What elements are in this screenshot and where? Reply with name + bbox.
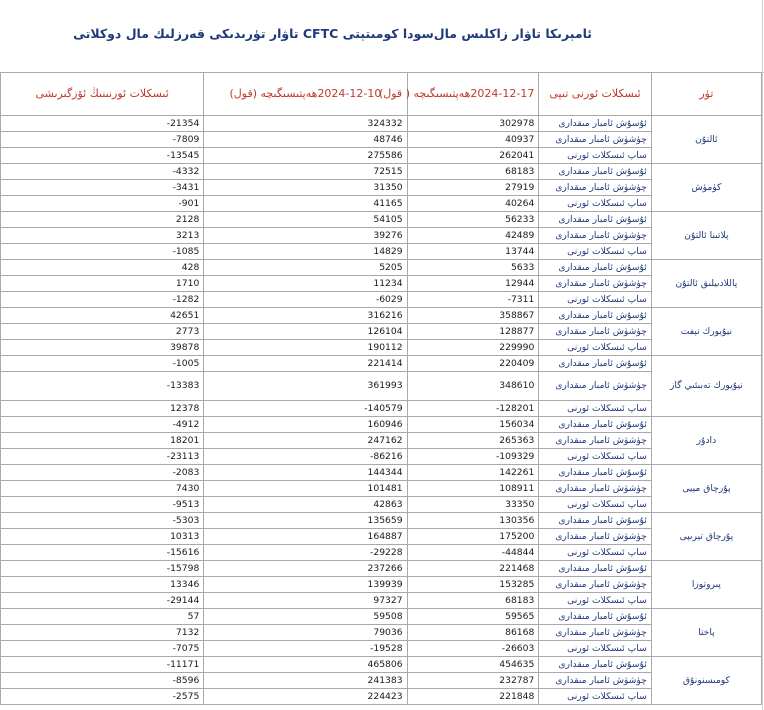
- cell-previous-week: 348610: [407, 372, 539, 401]
- table-row: [1, 356, 762, 372]
- cell-difference: -13383: [1, 372, 204, 401]
- cell-previous-week: 68183: [407, 164, 539, 180]
- cell-current-week: 361993: [204, 372, 407, 401]
- table-row: [1, 132, 762, 148]
- cell-difference: 12378: [1, 401, 204, 417]
- header-row: [1, 73, 762, 116]
- cell-difference: 18201: [1, 433, 204, 449]
- cell-difference: 7132: [1, 625, 204, 641]
- cell-commodity-name: پاختا: [651, 609, 761, 657]
- cell-previous-week: 108911: [407, 481, 539, 497]
- cell-previous-week: 232787: [407, 673, 539, 689]
- header-previous-week: 2024-12-17ھەپتىسىگىچە ( قول): [407, 73, 539, 116]
- cell-current-week: -86216: [204, 449, 407, 465]
- table-row: [1, 401, 762, 417]
- cell-previous-week: 221468: [407, 561, 539, 577]
- cell-previous-week: 454635: [407, 657, 539, 673]
- cell-position-type: ئۇسۇش ئامبار مىقدارى: [539, 657, 651, 673]
- cell-difference: -13545: [1, 148, 204, 164]
- cell-current-week: 324332: [204, 116, 407, 132]
- cell-difference: 39878: [1, 340, 204, 356]
- cell-difference: -7809: [1, 132, 204, 148]
- cell-current-week: 135659: [204, 513, 407, 529]
- cell-current-week: 275586: [204, 148, 407, 164]
- cell-difference: -15616: [1, 545, 204, 561]
- cell-current-week: 5205: [204, 260, 407, 276]
- cell-position-type: چۈشۈش ئامبار مىقدارى: [539, 673, 651, 689]
- table-row: [1, 465, 762, 481]
- table-row: [1, 340, 762, 356]
- cell-difference: 10313: [1, 529, 204, 545]
- cell-commodity-name: دادۇر: [651, 417, 761, 465]
- table-row: [1, 116, 762, 132]
- cell-current-week: 144344: [204, 465, 407, 481]
- cell-previous-week: 56233: [407, 212, 539, 228]
- cell-position-type: ساپ ئىسكلات ئورنى: [539, 244, 651, 260]
- table-row: [1, 324, 762, 340]
- cell-commodity-name: نيۇيورك نېفت: [651, 308, 761, 356]
- cell-previous-week: 175200: [407, 529, 539, 545]
- cell-position-type: ساپ ئىسكلات ئورنى: [539, 196, 651, 212]
- cell-difference: -1085: [1, 244, 204, 260]
- cell-current-week: 465806: [204, 657, 407, 673]
- table-row: [1, 228, 762, 244]
- cell-previous-week: 40937: [407, 132, 539, 148]
- cell-position-type: ئۇسۇش ئامبار مىقدارى: [539, 164, 651, 180]
- cell-position-type: ساپ ئىسكلات ئورنى: [539, 148, 651, 164]
- table-row: [1, 212, 762, 228]
- cell-current-week: 14829: [204, 244, 407, 260]
- table-row: [1, 497, 762, 513]
- cell-previous-week: 13744: [407, 244, 539, 260]
- cell-position-type: چۈشۈش ئامبار مىقدارى: [539, 228, 651, 244]
- cell-position-type: چۈشۈش ئامبار مىقدارى: [539, 276, 651, 292]
- cell-current-week: 42863: [204, 497, 407, 513]
- table-row: [1, 529, 762, 545]
- cell-current-week: 237266: [204, 561, 407, 577]
- table-row: [1, 609, 762, 625]
- table-row: [1, 577, 762, 593]
- cell-current-week: 48746: [204, 132, 407, 148]
- cell-difference: -8596: [1, 673, 204, 689]
- cell-current-week: 160946: [204, 417, 407, 433]
- table-row: [1, 276, 762, 292]
- cell-previous-week: 265363: [407, 433, 539, 449]
- cell-current-week: 221414: [204, 356, 407, 372]
- cell-difference: 2128: [1, 212, 204, 228]
- cell-position-type: ساپ ئىسكلات ئورنى: [539, 641, 651, 657]
- cell-previous-week: 59565: [407, 609, 539, 625]
- table-row: [1, 244, 762, 260]
- cell-position-type: چۈشۈش ئامبار مىقدارى: [539, 324, 651, 340]
- cell-difference: -1282: [1, 292, 204, 308]
- cell-current-week: -140579: [204, 401, 407, 417]
- cell-previous-week: -26603: [407, 641, 539, 657]
- cell-position-type: چۈشۈش ئامبار مىقدارى: [539, 180, 651, 196]
- table-row: [1, 689, 762, 705]
- cell-difference: -4332: [1, 164, 204, 180]
- cell-difference: -901: [1, 196, 204, 212]
- cell-previous-week: 142261: [407, 465, 539, 481]
- cell-commodity-name: پىروتوزا: [651, 561, 761, 609]
- cell-previous-week: 262041: [407, 148, 539, 164]
- sheet-edge: [762, 0, 763, 710]
- table-row: [1, 545, 762, 561]
- cell-difference: -5303: [1, 513, 204, 529]
- table-row: [1, 449, 762, 465]
- cell-difference: 42651: [1, 308, 204, 324]
- cell-previous-week: 86168: [407, 625, 539, 641]
- cell-current-week: 31350: [204, 180, 407, 196]
- header-position-type: ئىسكلات ئورنى تىپى: [539, 73, 651, 116]
- cell-previous-week: 156034: [407, 417, 539, 433]
- cell-previous-week: 128877: [407, 324, 539, 340]
- header-current-week: 2024-12-10ھەپتىسىگىچە (قول): [204, 73, 407, 116]
- cell-difference: -7075: [1, 641, 204, 657]
- cell-current-week: 79036: [204, 625, 407, 641]
- cell-current-week: 59508: [204, 609, 407, 625]
- cell-position-type: ئۇسۇش ئامبار مىقدارى: [539, 465, 651, 481]
- cell-position-type: ساپ ئىسكلات ئورنى: [539, 340, 651, 356]
- table-row: [1, 593, 762, 609]
- cell-previous-week: 5633: [407, 260, 539, 276]
- cell-previous-week: 221848: [407, 689, 539, 705]
- table-row: [1, 417, 762, 433]
- cell-current-week: 241383: [204, 673, 407, 689]
- table-row: [1, 561, 762, 577]
- cell-current-week: -6029: [204, 292, 407, 308]
- table-row: [1, 260, 762, 276]
- cell-current-week: 41165: [204, 196, 407, 212]
- cell-position-type: ساپ ئىسكلات ئورنى: [539, 545, 651, 561]
- cell-commodity-name: پاللادىيلىق ئالتۇن: [651, 260, 761, 308]
- cell-commodity-name: پۇرچاق تېرىپى: [651, 513, 761, 561]
- cell-difference: 428: [1, 260, 204, 276]
- cell-previous-week: 68183: [407, 593, 539, 609]
- cell-difference: 1710: [1, 276, 204, 292]
- cell-previous-week: 358867: [407, 308, 539, 324]
- table-row: [1, 481, 762, 497]
- cell-position-type: ئۇسۇش ئامبار مىقدارى: [539, 308, 651, 324]
- cell-position-type: چۈشۈش ئامبار مىقدارى: [539, 577, 651, 593]
- cell-current-week: 224423: [204, 689, 407, 705]
- cell-position-type: چۈشۈش ئامبار مىقدارى: [539, 433, 651, 449]
- cell-difference: -11171: [1, 657, 204, 673]
- cell-current-week: 11234: [204, 276, 407, 292]
- cell-position-type: ئۇسۇش ئامبار مىقدارى: [539, 561, 651, 577]
- cell-difference: 13346: [1, 577, 204, 593]
- cell-current-week: -29228: [204, 545, 407, 561]
- cell-position-type: چۈشۈش ئامبار مىقدارى: [539, 481, 651, 497]
- cell-difference: -15798: [1, 561, 204, 577]
- table-row: [1, 292, 762, 308]
- title-row: [0, 0, 764, 73]
- header-difference: ئىسكلات ئورنىنىڭ ئۆزگىرىشى: [1, 73, 204, 116]
- cell-previous-week: 229990: [407, 340, 539, 356]
- cell-commodity-name: پلاتىنا ئالتۇن: [651, 212, 761, 260]
- positions-table: [0, 72, 762, 705]
- cell-commodity-name: ئالتۇن: [651, 116, 761, 164]
- cell-current-week: -19528: [204, 641, 407, 657]
- cell-position-type: ئۇسۇش ئامبار مىقدارى: [539, 116, 651, 132]
- cell-previous-week: -128201: [407, 401, 539, 417]
- cell-previous-week: 33350: [407, 497, 539, 513]
- cell-current-week: 72515: [204, 164, 407, 180]
- table-row: [1, 148, 762, 164]
- cell-commodity-name: كومىسنونۇق: [651, 657, 761, 705]
- cell-position-type: ساپ ئىسكلات ئورنى: [539, 689, 651, 705]
- cell-difference: 2773: [1, 324, 204, 340]
- cell-position-type: چۈشۈش ئامبار مىقدارى: [539, 625, 651, 641]
- cell-current-week: 164887: [204, 529, 407, 545]
- cell-previous-week: -109329: [407, 449, 539, 465]
- cell-difference: -9513: [1, 497, 204, 513]
- cell-difference: 57: [1, 609, 204, 625]
- cell-position-type: ئۇسۇش ئامبار مىقدارى: [539, 356, 651, 372]
- cell-position-type: ساپ ئىسكلات ئورنى: [539, 449, 651, 465]
- cell-commodity-name: پۇرچاق مېيى: [651, 465, 761, 513]
- cell-position-type: ساپ ئىسكلات ئورنى: [539, 593, 651, 609]
- cell-difference: 3213: [1, 228, 204, 244]
- cell-current-week: 316216: [204, 308, 407, 324]
- cell-current-week: 97327: [204, 593, 407, 609]
- cell-commodity-name: كۈمۈش: [651, 164, 761, 212]
- cell-current-week: 54105: [204, 212, 407, 228]
- cell-position-type: چۈشۈش ئامبار مىقدارى: [539, 529, 651, 545]
- cell-difference: -23113: [1, 449, 204, 465]
- cell-difference: -1005: [1, 356, 204, 372]
- cell-previous-week: 27919: [407, 180, 539, 196]
- header-commodity: تۈر: [651, 73, 761, 116]
- cell-position-type: چۈشۈش ئامبار مىقدارى: [539, 132, 651, 148]
- cell-previous-week: 40264: [407, 196, 539, 212]
- cell-difference: -29144: [1, 593, 204, 609]
- cell-current-week: 190112: [204, 340, 407, 356]
- cell-difference: -3431: [1, 180, 204, 196]
- cell-position-type: ئۇسۇش ئامبار مىقدارى: [539, 260, 651, 276]
- cell-difference: -21354: [1, 116, 204, 132]
- cell-previous-week: -7311: [407, 292, 539, 308]
- table-row: [1, 308, 762, 324]
- cell-difference: -4912: [1, 417, 204, 433]
- cell-position-type: ساپ ئىسكلات ئورنى: [539, 497, 651, 513]
- table-body: [1, 116, 762, 705]
- cell-commodity-name: نيۇيورك تەبىئىي گاز: [651, 356, 761, 417]
- table-row: [1, 196, 762, 212]
- table-row: [1, 513, 762, 529]
- cell-previous-week: 130356: [407, 513, 539, 529]
- cell-position-type: ئۇسۇش ئامبار مىقدارى: [539, 417, 651, 433]
- cell-position-type: ساپ ئىسكلات ئورنى: [539, 401, 651, 417]
- cell-position-type: ئۇسۇش ئامبار مىقدارى: [539, 513, 651, 529]
- table-row: [1, 164, 762, 180]
- report-title: ئامېرىكا تاۋار زاكلىس مال‌سودا كومىتېتى CFTC تاۋار تۈرىدىكى قەرزلىك مال دوكلاتى: [73, 26, 592, 41]
- table-row: [1, 657, 762, 673]
- table-row: [1, 372, 762, 401]
- cell-position-type: ئۇسۇش ئامبار مىقدارى: [539, 212, 651, 228]
- cell-current-week: 39276: [204, 228, 407, 244]
- cell-previous-week: 42489: [407, 228, 539, 244]
- cell-position-type: ئۇسۇش ئامبار مىقدارى: [539, 609, 651, 625]
- cell-current-week: 126104: [204, 324, 407, 340]
- table-row: [1, 180, 762, 196]
- cell-difference: -2575: [1, 689, 204, 705]
- table-row: [1, 673, 762, 689]
- cell-previous-week: 12944: [407, 276, 539, 292]
- cell-current-week: 101481: [204, 481, 407, 497]
- cell-difference: -2083: [1, 465, 204, 481]
- table-row: [1, 433, 762, 449]
- cell-difference: 7430: [1, 481, 204, 497]
- cell-previous-week: -44844: [407, 545, 539, 561]
- cell-current-week: 139939: [204, 577, 407, 593]
- cell-position-type: چۈشۈش ئامبار مىقدارى: [539, 372, 651, 401]
- cell-previous-week: 220409: [407, 356, 539, 372]
- cell-current-week: 247162: [204, 433, 407, 449]
- cell-position-type: ساپ ئىسكلات ئورنى: [539, 292, 651, 308]
- cell-previous-week: 302978: [407, 116, 539, 132]
- table-row: [1, 641, 762, 657]
- cell-previous-week: 153285: [407, 577, 539, 593]
- table-row: [1, 625, 762, 641]
